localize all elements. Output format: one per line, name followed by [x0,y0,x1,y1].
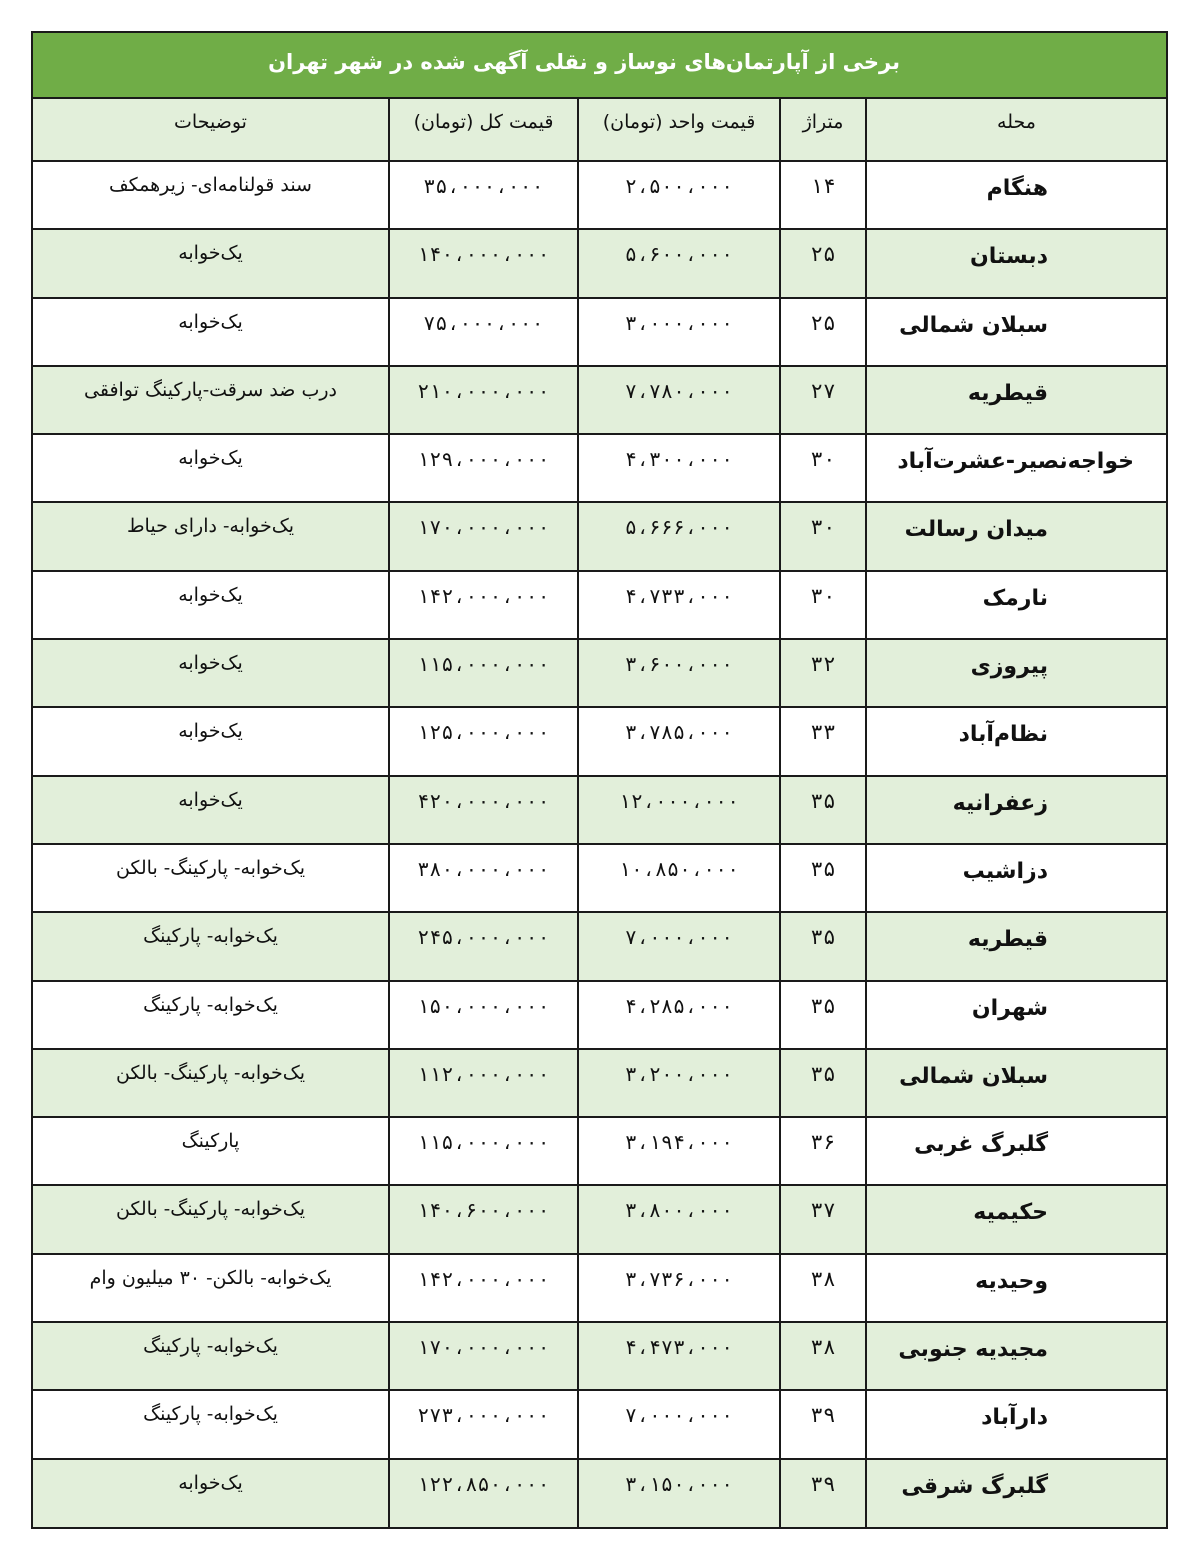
cell-total-price: ۳۸۰،۰۰۰،۰۰۰ [389,844,578,912]
cell-unit-price: ۷،۷۸۰،۰۰۰ [578,366,780,434]
cell-neighborhood: حکیمیه [866,1185,1166,1253]
table-row [33,844,1166,912]
cell-neighborhood: نظام‌آباد [866,707,1166,775]
cell-area: ۳۵ [780,981,866,1049]
cell-neighborhood: زعفرانیه [866,776,1166,844]
cell-total-price: ۱۴۰،۰۰۰،۰۰۰ [389,229,578,297]
cell-notes: یک‌خوابه [33,571,389,639]
cell-area: ۲۷ [780,366,866,434]
cell-neighborhood: مجیدیه جنوبی [866,1322,1166,1390]
cell-area: ۳۰ [780,571,866,639]
cell-notes: یک‌خوابه- پارکینگ- بالکن [33,1185,389,1253]
cell-total-price: ۱۴۲،۰۰۰،۰۰۰ [389,1254,578,1322]
cell-total-price: ۱۷۰،۰۰۰،۰۰۰ [389,1322,578,1390]
cell-notes: یک‌خوابه- دارای حیاط [33,502,389,570]
cell-total-price: ۷۵،۰۰۰،۰۰۰ [389,298,578,366]
cell-notes: یک‌خوابه- پارکینگ [33,1322,389,1390]
cell-unit-price: ۱۲،۰۰۰،۰۰۰ [578,776,780,844]
table-row [33,1322,1166,1390]
cell-unit-price: ۳،۰۰۰،۰۰۰ [578,298,780,366]
cell-area: ۳۹ [780,1390,866,1458]
cell-neighborhood: میدان رسالت [866,502,1166,570]
cell-notes: یک‌خوابه [33,639,389,707]
header-neighborhood: محله [866,99,1166,161]
cell-neighborhood: دبستان [866,229,1166,297]
cell-notes: یک‌خوابه [33,707,389,775]
cell-unit-price: ۳،۱۹۴،۰۰۰ [578,1117,780,1185]
cell-total-price: ۱۱۵،۰۰۰،۰۰۰ [389,1117,578,1185]
cell-unit-price: ۲،۵۰۰،۰۰۰ [578,161,780,229]
cell-notes: یک‌خوابه [33,434,389,502]
cell-area: ۳۹ [780,1459,866,1527]
table-row [33,1390,1166,1458]
cell-unit-price: ۴،۷۳۳،۰۰۰ [578,571,780,639]
header-row [33,99,1166,161]
table-row [33,1185,1166,1253]
cell-area: ۳۵ [780,776,866,844]
table-row [33,298,1166,366]
cell-unit-price: ۳،۷۳۶،۰۰۰ [578,1254,780,1322]
cell-total-price: ۱۲۲،۸۵۰،۰۰۰ [389,1459,578,1527]
cell-total-price: ۴۲۰،۰۰۰،۰۰۰ [389,776,578,844]
cell-unit-price: ۳،۱۵۰،۰۰۰ [578,1459,780,1527]
table-row [33,776,1166,844]
cell-unit-price: ۵،۶۰۰،۰۰۰ [578,229,780,297]
cell-unit-price: ۷،۰۰۰،۰۰۰ [578,912,780,980]
cell-unit-price: ۵،۶۶۶،۰۰۰ [578,502,780,570]
cell-area: ۱۴ [780,161,866,229]
table-row [33,981,1166,1049]
cell-notes: یک‌خوابه- پارکینگ [33,981,389,1049]
cell-unit-price: ۳،۶۰۰،۰۰۰ [578,639,780,707]
cell-neighborhood: سبلان شمالی [866,298,1166,366]
table-row [33,161,1166,229]
table-row [33,1254,1166,1322]
table-body [33,161,1166,1527]
cell-total-price: ۳۵،۰۰۰،۰۰۰ [389,161,578,229]
table-row [33,1117,1166,1185]
header-total-price: قیمت کل (تومان) [389,99,578,161]
table-row [33,434,1166,502]
cell-area: ۳۸ [780,1254,866,1322]
cell-area: ۳۷ [780,1185,866,1253]
table-row [33,229,1166,297]
header-unit-price: قیمت واحد (تومان) [578,99,780,161]
cell-notes: یک‌خوابه [33,298,389,366]
cell-unit-price: ۴،۴۷۳،۰۰۰ [578,1322,780,1390]
cell-area: ۲۵ [780,229,866,297]
table-row [33,639,1166,707]
cell-unit-price: ۳،۸۰۰،۰۰۰ [578,1185,780,1253]
cell-notes: یک‌خوابه [33,776,389,844]
table-row [33,912,1166,980]
cell-notes: درب ضد سرقت-پارکینگ توافقی [33,366,389,434]
cell-area: ۳۵ [780,1049,866,1117]
table-row [33,1459,1166,1527]
cell-notes: یک‌خوابه [33,229,389,297]
cell-unit-price: ۳،۲۰۰،۰۰۰ [578,1049,780,1117]
cell-total-price: ۱۴۰،۶۰۰،۰۰۰ [389,1185,578,1253]
header-area: متراژ [780,99,866,161]
cell-notes: سند قولنامه‌ای- زیرهمکف [33,161,389,229]
table-row [33,502,1166,570]
listings-grid [33,99,1166,1527]
cell-total-price: ۱۲۹،۰۰۰،۰۰۰ [389,434,578,502]
table-row [33,366,1166,434]
cell-total-price: ۲۱۰،۰۰۰،۰۰۰ [389,366,578,434]
cell-neighborhood: سبلان شمالی [866,1049,1166,1117]
cell-notes: پارکینگ [33,1117,389,1185]
cell-notes: یک‌خوابه- بالکن- ۳۰ میلیون وام [33,1254,389,1322]
cell-unit-price: ۴،۳۰۰،۰۰۰ [578,434,780,502]
table-row [33,707,1166,775]
cell-total-price: ۱۱۵،۰۰۰،۰۰۰ [389,639,578,707]
cell-neighborhood: پیروزی [866,639,1166,707]
cell-total-price: ۲۷۳،۰۰۰،۰۰۰ [389,1390,578,1458]
cell-area: ۳۳ [780,707,866,775]
header-notes: توضیحات [33,99,389,161]
cell-neighborhood: قیطریه [866,366,1166,434]
cell-area: ۳۲ [780,639,866,707]
cell-neighborhood: وحیدیه [866,1254,1166,1322]
cell-notes: یک‌خوابه- پارکینگ- بالکن [33,844,389,912]
cell-total-price: ۱۴۲،۰۰۰،۰۰۰ [389,571,578,639]
cell-neighborhood: هنگام [866,161,1166,229]
cell-area: ۳۰ [780,434,866,502]
cell-notes: یک‌خوابه- پارکینگ [33,912,389,980]
cell-unit-price: ۱۰،۸۵۰،۰۰۰ [578,844,780,912]
table-title: برخی از آپارتمان‌های نوساز و نقلی آگهی شده در شهر تهران [33,33,1166,99]
cell-unit-price: ۳،۷۸۵،۰۰۰ [578,707,780,775]
cell-notes: یک‌خوابه- پارکینگ- بالکن [33,1049,389,1117]
cell-neighborhood: شهران [866,981,1166,1049]
cell-unit-price: ۷،۰۰۰،۰۰۰ [578,1390,780,1458]
cell-total-price: ۱۵۰،۰۰۰،۰۰۰ [389,981,578,1049]
cell-area: ۳۵ [780,844,866,912]
cell-neighborhood: قیطریه [866,912,1166,980]
cell-neighborhood: دزاشیب [866,844,1166,912]
cell-neighborhood: دارآباد [866,1390,1166,1458]
cell-area: ۳۸ [780,1322,866,1390]
cell-area: ۳۰ [780,502,866,570]
table-row [33,1049,1166,1117]
cell-total-price: ۱۲۵،۰۰۰،۰۰۰ [389,707,578,775]
table-row [33,571,1166,639]
cell-neighborhood: خواجه‌نصیر-عشرت‌آباد [866,434,1166,502]
cell-neighborhood: گلبرگ شرقی [866,1459,1166,1527]
cell-area: ۲۵ [780,298,866,366]
cell-area: ۳۶ [780,1117,866,1185]
cell-unit-price: ۴،۲۸۵،۰۰۰ [578,981,780,1049]
cell-total-price: ۲۴۵،۰۰۰،۰۰۰ [389,912,578,980]
cell-neighborhood: نارمک [866,571,1166,639]
cell-notes: یک‌خوابه- پارکینگ [33,1390,389,1458]
cell-notes: یک‌خوابه [33,1459,389,1527]
cell-total-price: ۱۱۲،۰۰۰،۰۰۰ [389,1049,578,1117]
cell-area: ۳۵ [780,912,866,980]
cell-neighborhood: گلبرگ غربی [866,1117,1166,1185]
cell-total-price: ۱۷۰،۰۰۰،۰۰۰ [389,502,578,570]
apartment-listings-table [31,31,1168,1529]
